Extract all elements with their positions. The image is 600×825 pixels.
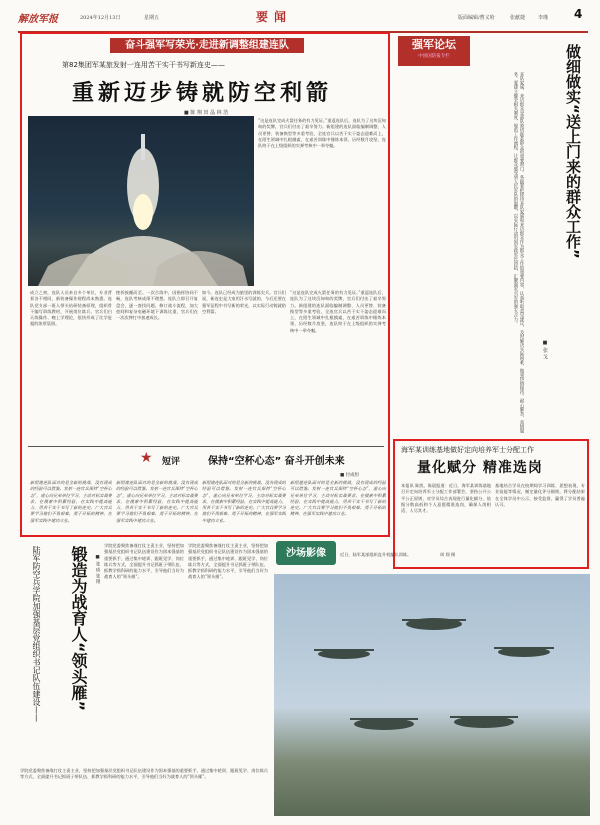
masthead bbox=[18, 8, 588, 30]
right-story-body-col2: 基地结合学员在校期间学习训练、思想表现、专业技能等情况，制定量化评分细则，将分配结果在全体学员中公示，接受监督，赢得了学员普遍认可。 bbox=[495, 483, 585, 507]
commentary-badge-label: 短评 bbox=[162, 457, 181, 467]
page-number: 4 bbox=[574, 7, 583, 21]
bottom-body-wide: 学院党委聚焦备战打仗主责主业，坚持把加强基层党组织书记队伍建设作为固本强基的重要抓手，通过集中轮训、跟班见学、岗位练兵等方式，全面提升书记抓班子带队伍、抓教学抓科研的能力水平，引导他们当好为战育人的“领头雁”。 bbox=[20, 768, 268, 780]
story-body-col2: 成立之初，连队人员来自多个单位，专业背景各不相同，新装备操作规程尚未熟悉。连队党支部一班人带头钻研装备原理，组织骨干编写训练教材，开展岗位练兵，官兵们白天练操作、晚上学理论，很快形成了比学赶超的浓厚氛围。 bbox=[30, 290, 112, 327]
commentary-body-col4: 新组建连队面对的是全新的挑战，没有现成的经验可以借鉴。发射一连官兵保持“空杯心态”，虚心向兄弟单位学习，主动对标实战要求，在摸索中积累经验、在实践中提高能力，用苦干实干书写了新的连史。广大官兵要学习他们不畏艰难、勇于开拓的精神，在强军实践中建功立业。 bbox=[290, 480, 386, 517]
photo-caption: 近日，陆军某部组织直升机编队训练。 bbox=[340, 552, 412, 557]
story-body-col5: “这是连队完成火箭任务的有力见证。”重返连队后，连队为了这块沉甸甸的奖牌，官兵们付出了艰辛努力。新组建的连队面临编制调整、人员更替、装备换型等多重考验，全连官兵以苦干实干姿态迎难而上，在陌生领域中扎根摸索，在艰苦训练中锤炼本领，历经数月攻坚，连队终于在上级组织的实弹考核中一举夺魁。 bbox=[290, 290, 386, 333]
commentary-byline: ■ 付成恒 bbox=[340, 473, 360, 478]
forum-byline: ■ 张 戈 bbox=[542, 340, 548, 360]
star-icon: ★ bbox=[140, 450, 153, 466]
photo-credit: 周 翔 摄 bbox=[440, 552, 456, 557]
bottom-body-col1: 学院党委聚焦备战打仗主责主业，坚持把加强基层党组织书记队伍建设作为固本强基的重要抓手，通过集中轮训、跟班见学、岗位练兵等方式，全面提升书记抓班子带队伍、抓教学抓科研的能力水平，引导他们当好为战育人的“领头雁”。 bbox=[104, 543, 184, 580]
story-byline: ■ 陈 翔 田 晶 林 浩 bbox=[184, 110, 229, 116]
right-story-headline: 量化赋分 精准选岗 bbox=[417, 460, 543, 476]
section-title: 要闻 bbox=[256, 10, 293, 24]
bottom-byline: ■ 张 琦 张 翔 bbox=[95, 555, 100, 584]
right-story bbox=[393, 439, 589, 569]
forum-title: 做细做实“送上门来的群众工作” bbox=[564, 44, 582, 259]
newspaper-logo: 解放军报 bbox=[18, 14, 58, 25]
right-story-title: 海军某训练基地做好定向培养军士分配工作 bbox=[401, 446, 534, 454]
story-body-col3: 挫折接踵而至。一次合练中，因指挥协同不畅，连队考核成绩不理想。连队立即召开复盘会，逐一查找问题，修订战斗流程，加大夜间和复杂电磁环境下训练比重，官兵们在一次次摔打中加速成长。 bbox=[116, 290, 198, 321]
commentary-body-col3: 新组建连队面对的是全新的挑战，没有现成的经验可以借鉴。发射一连官兵保持“空杯心态”，虚心向兄弟单位学习，主动对标实战要求，在摸索中积累经验、在实践中提高能力，用苦干实干书写了新的连史。广大官兵要学习他们不畏艰难、勇于开拓的精神，在强军实践中建功立业。 bbox=[202, 480, 286, 523]
top-story bbox=[20, 32, 390, 537]
story-body-col1: “这是连队完成火箭任务的有力见证。”重返连队后，连队为了这块沉甸甸的奖牌，官兵们付出了艰辛努力。新组建的连队面临编制调整、人员更替、装备换型等多重考验，全连官兵以苦干实干姿态迎难而上，在陌生领域中扎根摸索，在艰苦训练中锤炼本领，历经数月攻坚，连队终于在上级组织的实弹考核中一举夺魁。 bbox=[258, 118, 386, 149]
story-banner: 奋斗强军写荣光·走进新调整组建连队 bbox=[110, 38, 304, 53]
commentary-body-col1: 新组建连队面对的是全新的挑战，没有现成的经验可以借鉴。发射一连官兵保持“空杯心态”，虚心向兄弟单位学习，主动对标实战要求，在摸索中积累经验、在实践中提高能力，用苦干实干书写了新的连史。广大官兵要学习他们不畏艰难、勇于开拓的精神，在强军实践中建功立业。 bbox=[30, 480, 112, 523]
page-editors: 版面编辑/曹义哈 bbox=[458, 15, 495, 21]
story-headline: 重新迈步铸就防空利箭 bbox=[72, 81, 333, 106]
issue-date: 2024年12月13日 bbox=[80, 15, 121, 21]
issue-weekday: 星期五 bbox=[144, 15, 160, 21]
story-body-col4: 如今，连队已经成为旅里的训练尖兵。官兵们说，新连史是大家用汗水写就的，今后还要在强军征程中书写新的荣光，以实际行动铸就防空利箭。 bbox=[202, 290, 286, 314]
commentary-divider bbox=[28, 446, 384, 447]
helicopter-photo bbox=[274, 574, 590, 816]
forum-kicker-title: 强军论坛 bbox=[412, 38, 456, 51]
forum-kicker-sub: 中国国防报专栏 bbox=[418, 54, 450, 59]
photo-feature-badge-label: 沙场影像 bbox=[286, 548, 326, 559]
forum-kicker bbox=[398, 36, 470, 66]
bottom-kicker: 陆军防空兵学院加强基层党组织书记队伍建设—— bbox=[32, 546, 41, 722]
right-story-body-col1: 本报讯 陈凯、陈晨报道：近日，海军某训练基地召开定向培养军士分配工作部署会，坚持公开公平公正原则，对学员综合表现进行量化赋分，依据分数高低和个人意愿精准选岗，确保人岗相适、人尽其才。 bbox=[401, 483, 491, 514]
missile-launch-photo bbox=[28, 116, 254, 286]
forum-body: 来队家属、来访群众是部队密切联系群众的重要窗口。各级要把接待来队家属和来访群众作为群众工作的重要内容，认真听取意见建议，及时解决实际困难，做到热情接待、耐心解答、真情服务。要建立健全相关制度，规范工作流程，让群众感受到人民军队的温暖，以实际行动巩固军政军民团结，汇聚强军兴军的强大合力。 bbox=[512, 72, 524, 434]
commentary-body-col2: 新组建连队面对的是全新的挑战，没有现成的经验可以借鉴。发射一连官兵保持“空杯心态”，虚心向兄弟单位学习，主动对标实战要求，在摸索中积累经验、在实践中提高能力，用苦干实干书写了新的连史。广大官兵要学习他们不畏艰难、勇于开拓的精神，在强军实践中建功立业。 bbox=[116, 480, 198, 523]
photo-feature-badge bbox=[276, 541, 336, 565]
helicopter-formation-icon bbox=[274, 574, 590, 816]
launch-illustration-icon bbox=[28, 116, 254, 286]
page-editors-2: 张献捷 bbox=[510, 15, 526, 21]
page-editors-3: 李瑾 bbox=[538, 15, 549, 21]
commentary-title: 保持“空杯心态” 奋斗开创未来 bbox=[208, 456, 345, 467]
commentary-badge bbox=[140, 452, 198, 468]
bottom-body-col2: 学院党委聚焦备战打仗主责主业，坚持把加强基层党组织书记队伍建设作为固本强基的重要抓手，通过集中轮训、跟班见学、岗位练兵等方式，全面提升书记抓班子带队伍、抓教学抓科研的能力水平，引导他们当好为战育人的“领头雁”。 bbox=[188, 543, 268, 580]
bottom-headline: 锻造为战育人“领头雁” bbox=[69, 546, 88, 712]
story-subhead: 第82集团军某旅发射一连用苦干实干书写新连史—— bbox=[62, 61, 225, 69]
